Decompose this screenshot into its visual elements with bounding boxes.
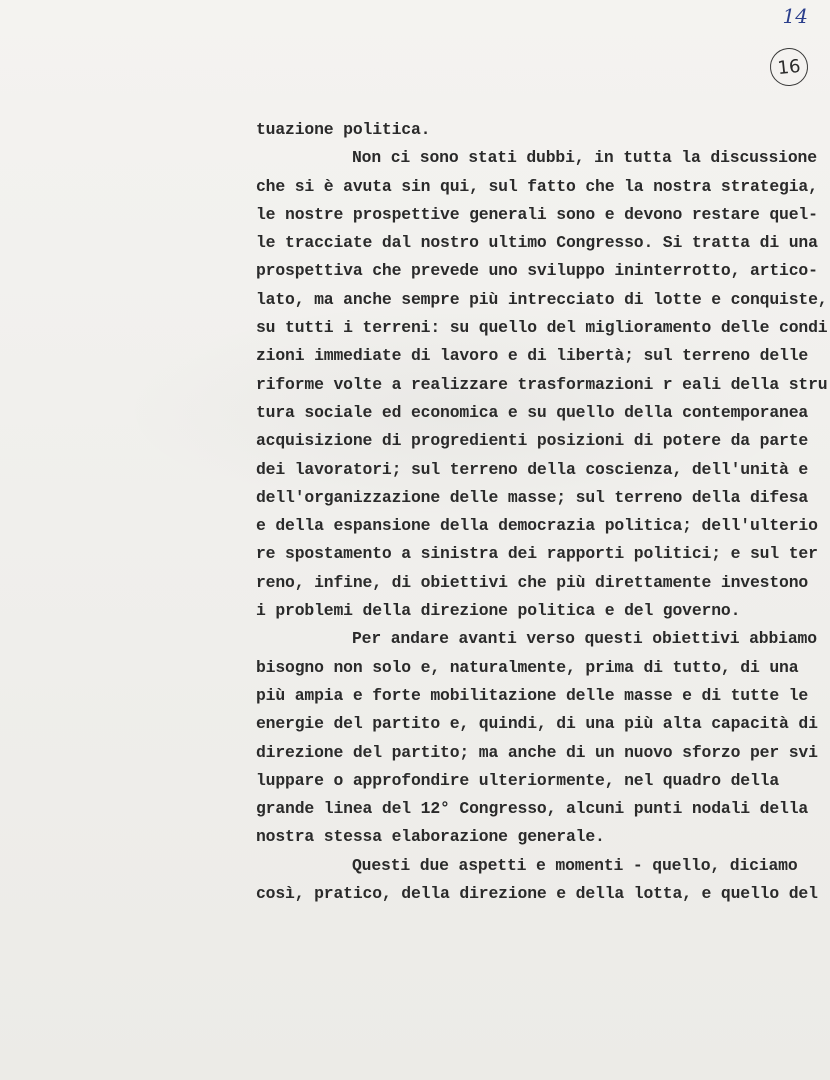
text-line: dell'organizzazione delle masse; sul terreno della difesa [256, 487, 809, 507]
text-line: così, pratico, della direzione e della lotta, e quello del [256, 884, 818, 904]
text-line: direzione del partito; ma anche di un nuovo sforzo per svi [256, 742, 818, 762]
text-line: bisogno non solo e, naturalmente, prima di tutto, di una [256, 657, 799, 677]
text-line: Non ci sono stati dubbi, in tutta la discussione [352, 148, 817, 168]
text-line: acquisizione di progredienti posizioni di potere da parte [256, 431, 809, 451]
text-line: le nostre prospettive generali sono e devono restare quel- [256, 204, 818, 224]
text-line: che si è avuta sin qui, sul fatto che la nostra strategia, [256, 176, 818, 196]
text-line: zioni immediate di lavoro e di libertà; sul terreno delle [256, 346, 809, 366]
text-line: i problemi della direzione politica e del governo. [256, 601, 741, 621]
text-line: nostra stessa elaborazione generale. [256, 827, 605, 847]
circled-page-number [768, 46, 810, 88]
text-line: prospettiva che prevede uno sviluppo ininterrotto, artico- [256, 261, 818, 281]
text-line: luppare o approfondire ulteriormente, nel quadro della [256, 770, 780, 790]
text-line: tuazione politica. [256, 120, 431, 139]
text-line: reno, infine, di obiettivi che più direttamente investono [256, 572, 809, 592]
text-line: le tracciate dal nostro ultimo Congresso. Si tratta di una [256, 233, 818, 253]
text-line: su tutti i terreni: su quello del miglioramento delle condi [256, 318, 828, 338]
stamp-number: 16 [776, 55, 802, 79]
text-line: e della espansione della democrazia politica; dell'ulterio [256, 516, 818, 536]
text-line: grande linea del 12° Congresso, alcuni punti nodali della [256, 799, 809, 819]
text-line: re spostamento a sinistra dei rapporti politici; e sul ter [256, 544, 818, 564]
text-line: dei lavoratori; sul terreno della coscienza, dell'unità e [256, 459, 809, 479]
text-line: più ampia e forte mobilitazione delle masse e di tutte le [256, 685, 809, 705]
text-line: Per andare avanti verso questi obiettivi abbiamo [352, 629, 817, 649]
typewritten-body [256, 116, 828, 908]
text-line: riforme volte a realizzare trasformazioni r eali della stru [256, 374, 828, 394]
text-line: lato, ma anche sempre più intrecciato di lotte e conquiste, [256, 289, 828, 309]
text-line: Questi due aspetti e momenti - quello, diciamo [352, 855, 798, 875]
text-line: energie del partito e, quindi, di una più alta capacità di [256, 714, 818, 734]
handwritten-page-number: 14 [782, 4, 808, 28]
text-line: tura sociale ed economica e su quello della contemporanea [256, 402, 809, 422]
